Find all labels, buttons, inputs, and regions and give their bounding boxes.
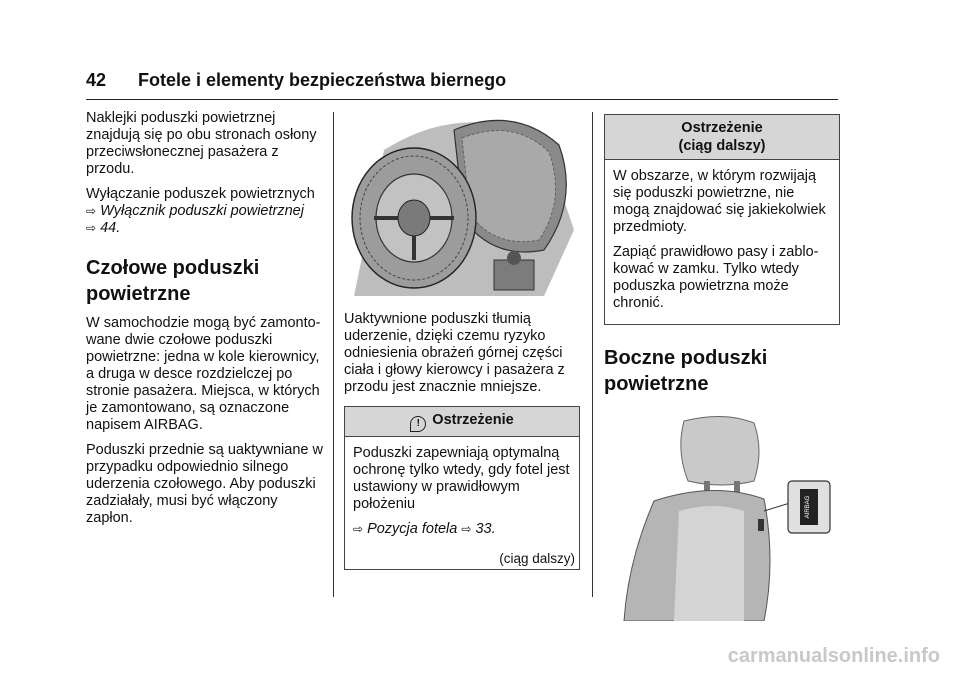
airbag-deactivation-paragraph: Wyłączanie poduszek powietrznych ⇨ Wyłącznik poduszki powietrznej ⇨ 44. [86,186,315,236]
header-rule [86,99,838,100]
column-right [604,110,840,626]
airbag-labels-paragraph: Naklejki poduszki powietrznej znajdują się po obu stronach osłony przeciwsłonecznej pasażera z przodu. [86,110,317,177]
seat-airbag-illustration [604,411,840,621]
front-airbags-paragraph: W samochodzie mogą być zamonto-wane dwie czołowe poduszki powietrzne: jedna w kole kierownicy, a druga w desce rozdzielczej po stronie pasażera. Miejsca, w których je zamontowano, są oznaczone napisem AIRBAG. [86,315,321,433]
page-title: Fotele i elementy bezpieczeństwa biernego [138,70,507,90]
page-ref-icon: ⇨ [86,221,97,235]
warning-icon: ! [410,416,426,432]
warning-header: ! Ostrzeżenie [345,407,579,437]
column-divider-2 [592,112,593,597]
front-airbags-activation-paragraph: Poduszki przednie są uaktywniane w przypadku odpowiednio silnego uderzenia czołowego. Aby poduszki zadziałały, musi być włączony zapłon. [86,442,323,526]
warning-continued-body [605,160,839,324]
watermark: carmanualsonline.info [727,645,940,667]
seat-airbag-label: AIRBAG [805,495,811,519]
continued-note: (ciąg dalszy) [499,551,575,566]
airbag-switch-link[interactable]: Wyłącznik poduszki powietrznej [100,203,304,219]
page-number: 42 [86,70,107,90]
warning-body [345,437,579,550]
side-airbags-heading: Boczne poduszki powietrzne [604,347,768,395]
page-ref-icon: ⇨ [461,522,472,536]
column-middle [344,110,580,570]
front-airbags-heading: Czołowe poduszki powietrzne [86,257,260,305]
seat-position-link[interactable]: Pozycja fotela [367,521,458,537]
warning-text: Poduszki zapewniają optymalną ochronę tylko wtedy, gdy fotel jest ustawiony w prawidłowym położeniu [353,445,570,512]
xref-arrow-icon: ⇨ [353,522,364,536]
warning-objects-text: W obszarze, w którym rozwijają się poduszki powietrzne, nie mogą znajdować się jakiekolwiek przedmioty. [613,168,826,235]
seat-position-page[interactable]: 33. [475,521,496,537]
column-divider-1 [333,112,334,597]
warning-box [344,406,580,570]
page-header [86,64,838,100]
front-airbags-illustration [344,110,580,296]
warning-continued-header: Ostrzeżenie (ciąg dalszy) [605,115,839,160]
warning-continued-box [604,114,840,325]
warning-seatbelt-text: Zapiąć prawidłowo pasy i zablo-kować w zamku. Tylko wtedy poduszka powietrzna może chronić. [613,244,819,311]
airbag-caption: Uaktywnione poduszki tłumią uderzenie, dzięki czemu ryzyko odniesienia obrażeń górnej części ciała i głowy kierowcy i pasażera z przodu jest znacznie mniejsze. [344,311,565,395]
airbag-switch-page[interactable]: 44 [100,220,117,236]
seat-position-reference [353,521,571,538]
column-left [86,110,326,535]
xref-arrow-icon: ⇨ [86,204,97,218]
